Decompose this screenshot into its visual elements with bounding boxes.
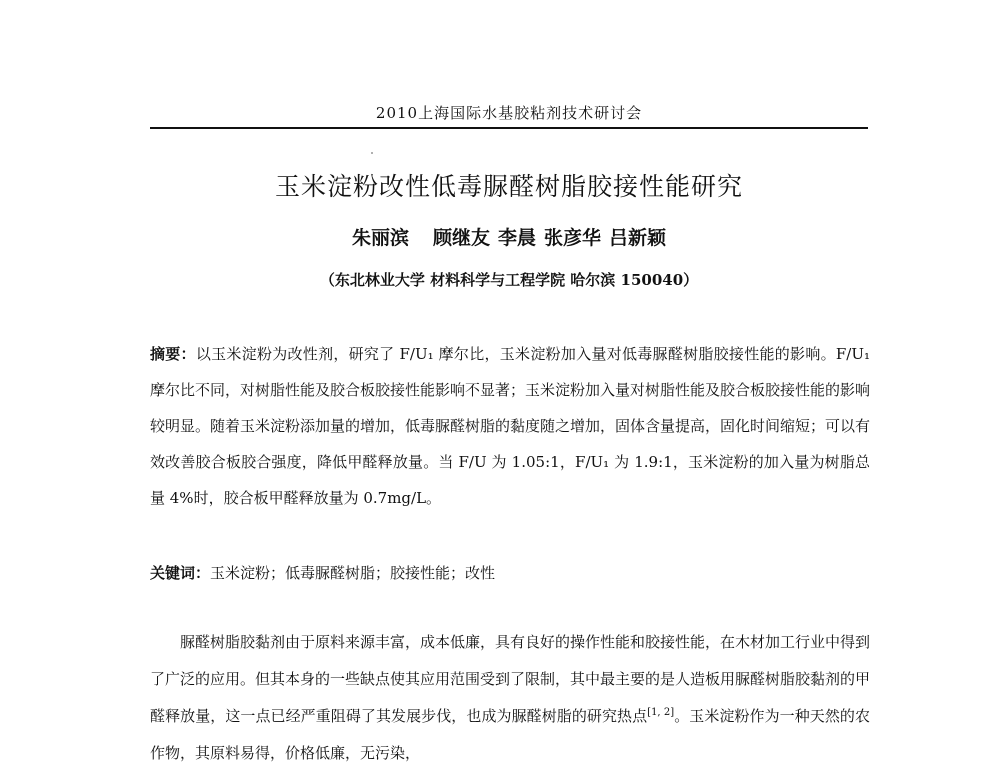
author-name: 张彦华 xyxy=(544,227,602,249)
author-name: 吕新颖 xyxy=(609,227,667,249)
affiliation: （东北林业大学 材料科学与工程学院 哈尔滨 150040） xyxy=(319,271,699,289)
author-name: 朱丽滨 xyxy=(351,227,409,249)
abstract-label: 摘要： xyxy=(150,345,196,363)
author-list xyxy=(150,224,868,252)
running-header: 2010上海国际水基胶粘剂技术研讨会 xyxy=(375,104,643,122)
body-text-part: 。玉米淀粉作为一种天然的农作物，其原料易得，价格低廉，无污染， xyxy=(150,707,870,762)
paper-title: 玉米淀粉改性低毒脲醛树脂胶接性能研究 xyxy=(274,172,743,201)
abstract-text: 以玉米淀粉为改性剂，研究了 F/U₁ 摩尔比，玉米淀粉加入量对低毒脲醛树脂胶接性能的影响。F/U₁ 摩尔比不同，对树脂性能及胶合板胶接性能影响不显著；玉米淀粉加入量对树脂性能及胶合板胶接性能的影响较明显。随着玉米淀粉添加量的增加，低毒脲醛树脂的黏度随之增加，固体含量提高，固化时间缩短；可以有效改善胶合板胶合强度，降低甲醛释放量。当 F/U 为 1.05:1，F/U₁ 为 1.9:1，玉米淀粉的加入量为树脂总量 4%时，胶合板甲醛释放量为 0.7mg/L。 xyxy=(150,345,871,507)
keywords-text: 玉米淀粉；低毒脲醛树脂；胶接性能；改性 xyxy=(210,564,496,582)
scan-speck xyxy=(371,152,373,154)
header-rule xyxy=(150,127,868,129)
keywords-label: 关键词： xyxy=(150,564,211,582)
abstract xyxy=(150,336,870,516)
keywords xyxy=(150,558,870,588)
author-name: 顾继友 xyxy=(432,227,490,249)
citation-ref: [1, 2] xyxy=(647,707,675,718)
author-name: 李晨 xyxy=(497,227,536,249)
body-text-part: 脲醛树脂胶黏剂由于原料来源丰富，成本低廉，具有良好的操作性能和胶接性能，在木材加工行业中得到了广泛的应用。但其本身的一些缺点使其应用范围受到了限制，其中最主要的是人造板用脲醛树脂胶黏剂的甲醛释放量，这一点已经严重阻碍了其发展步伐，也成为脲醛树脂的研究热点 xyxy=(150,633,871,725)
body-paragraph xyxy=(150,624,870,772)
